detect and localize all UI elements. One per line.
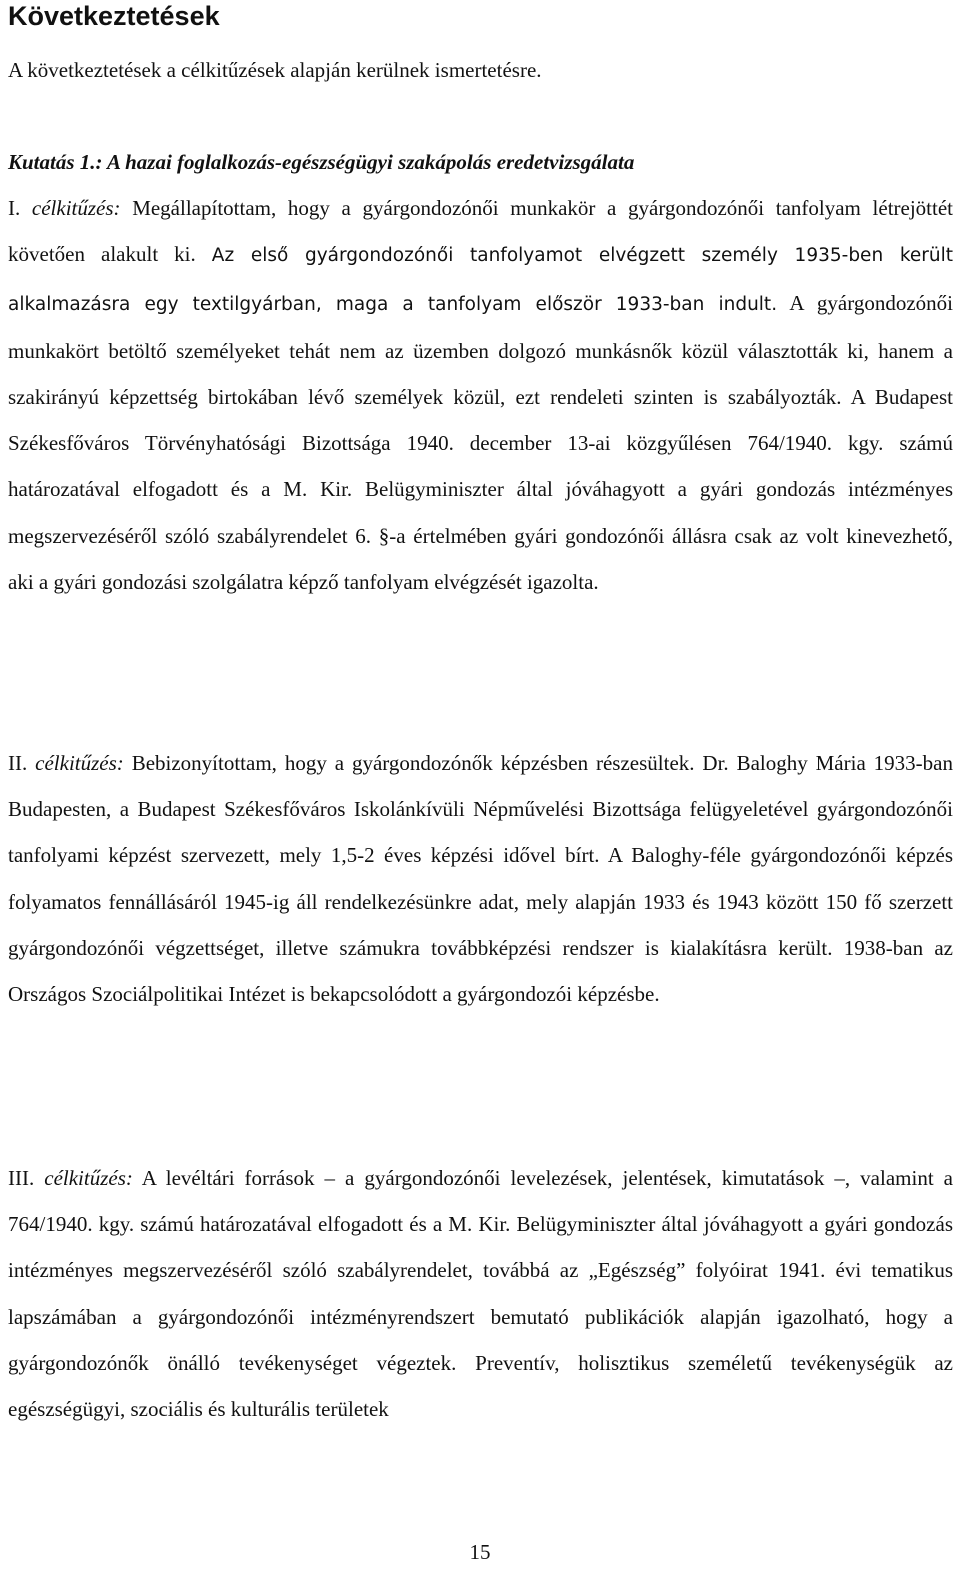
page-title: Következtetések xyxy=(8,1,220,31)
goal-2-text: Bebizonyítottam, hogy a gyárgondozónők képzésben részesültek. Dr. Baloghy Mária 1933-ban Budapesten, a Budapest Székesfőváros Iskolánkívüli Népművelési Bizottsága felügyeletével gyárgondozónői tanfolyami képzést szervezett, mely 1,5-2 éves képzési idővel bírt. A Baloghy-féle gyárgondozónői képzés folyamatos fennállásáról 1945-ig áll rendelkezésünkre adat, mely alapján 1933 és 1943 között 150 fő szerzett gyárgondozónői végzettséget, illetve számukra továbbképzési rendszer is kialakításra került. 1938-ban az Országos Szociálpolitikai Intézet is bekapcsolódott a gyárgondozói képzésbe. xyxy=(8,751,953,1007)
intro-text: A következtetések a célkitűzések alapján kerülnek ismertetésre. xyxy=(8,58,542,82)
goal-2-number: II. xyxy=(8,751,28,775)
goal-1-text-b: Az első gyárgondozónői tanfolyamot elvégzett személy 1935-ben került alkalmazásra egy textilgyárban, maga a tanfolyam először 1933-ban indult. xyxy=(8,245,953,315)
study-heading: Kutatás 1.: A hazai foglalkozás-egészségügyi szakápolás eredetvizsgálata xyxy=(8,150,635,174)
goal-3-number: III. xyxy=(8,1166,35,1190)
goal-3-label: célkitűzés: xyxy=(44,1166,133,1190)
section-goal-2 xyxy=(8,740,953,1017)
page-number: 15 xyxy=(469,1540,491,1564)
section-goal-3 xyxy=(8,1155,953,1432)
section-goal-1 xyxy=(8,139,953,605)
goal-1-label: célkitűzés: xyxy=(31,196,121,221)
goal-1-text-c: A gyárgondozónői munkakört betöltő személyeket tehát nem az üzemben dolgozó munkásnők közül választották ki, hanem a szakirányú képzettség birtokában lévő személyek közül, ezt rendeleti szinten is szabályozták. A Budapest Székesfőváros Törvényhatósági Bizottsága 1940. december 13-ai közgyűlésen 764/1940. kgy. számú határozatával elfogadott és a M. Kir. Belügyminiszter által jóváhagyott a gyári gondozás intézményes megszervezéséről szóló szabályrendelet 6. §-a értelmében gyári gondozónői állásra csak az volt kinevezhető, aki a gyári gondozási szolgálatra képző tanfolyam elvégzését igazolta. xyxy=(8,290,953,594)
goal-1-text-a: Megállapítottam, hogy a gyárgondozónői munkakör a gyárgondozónői tanfolyam létrejöttét követően alakult ki. xyxy=(8,196,954,267)
goal-1-number: I. xyxy=(8,196,21,221)
goal-2-label: célkitűzés: xyxy=(35,751,124,775)
goal-3-text: A levéltári források – a gyárgondozónői levelezések, jelentések, kimutatások –, valamint a 764/1940. kgy. számú határozatával elfogadott és a M. Kir. Belügyminiszter által jóváhagyott a gyári gondozás intézményes megszervezéséről szóló szabályrendelet, továbbá az „Egészség” folyóirat 1941. évi tematikus lapszámában a gyárgondozónői intézményrendszert bemutató publikációk alapján igazolható, hogy a gyárgondozónők önálló tevékenységet végeztek. Preventív, holisztikus személetű tevékenységük az egészségügyi, szociális és kulturális területek xyxy=(8,1166,953,1422)
